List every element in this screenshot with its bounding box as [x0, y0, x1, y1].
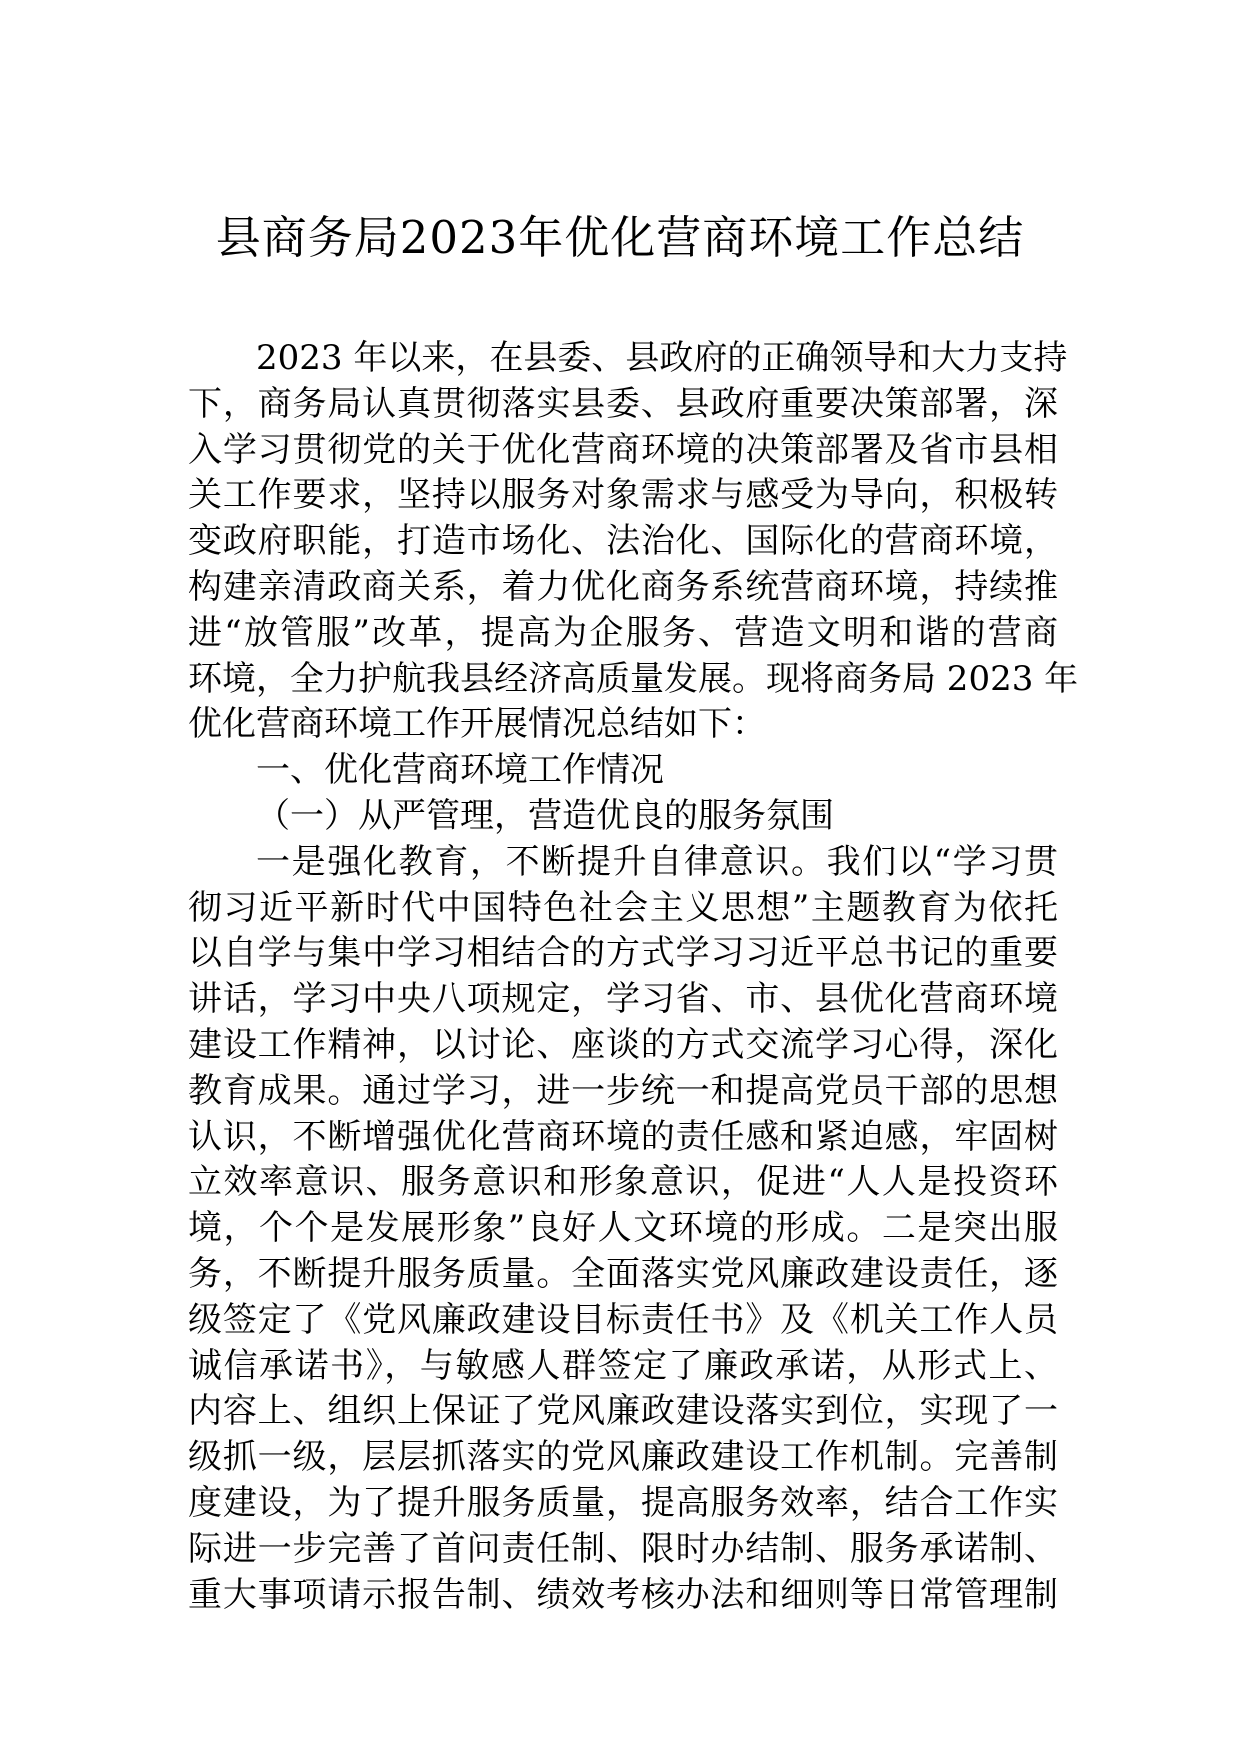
paragraph-line: 立效率意识、服务意识和形象意识，促进“人人是投资环: [188, 1162, 1058, 1203]
paragraph-line: 变政府职能，打造市场化、法治化、国际化的营商环境，: [188, 521, 1058, 562]
paragraph-line: 进“放管服”改革，提高为企服务、营造文明和谐的营商: [188, 612, 1058, 653]
paragraph-line: 构建亲清政商关系，着力优化商务系统营商环境，持续推: [188, 566, 1058, 607]
paragraph-line: 讲话，学习中央八项规定，学习省、市、县优化营商环境: [188, 979, 1058, 1020]
subsection-heading: （一）从严管理，营造优良的服务氛围: [256, 795, 834, 836]
paragraph-line: 彻习近平新时代中国特色社会主义思想”主题教育为依托: [188, 887, 1058, 928]
paragraph-line: 入学习贯彻党的关于优化营商环境的决策部署及省市县相: [188, 429, 1058, 470]
paragraph-line: 务，不断提升服务质量。全面落实党风廉政建设责任，逐: [188, 1253, 1058, 1294]
paragraph-line: 认识，不断增强优化营商环境的责任感和紧迫感，牢固树: [188, 1116, 1058, 1157]
paragraph-line: 2023 年以来，在县委、县政府的正确领导和大力支持: [256, 338, 1068, 378]
document-body: [188, 336, 1079, 1618]
paragraph-line: 级抓一级，层层抓落实的党风廉政建设工作机制。完善制: [188, 1437, 1058, 1478]
paragraph-line: 以自学与集中学习相结合的方式学习习近平总书记的重要: [188, 933, 1058, 974]
paragraph-line: 关工作要求，坚持以服务对象需求与感受为导向，积极转: [188, 475, 1058, 516]
paragraph-line: 际进一步完善了首问责任制、限时办结制、服务承诺制、: [188, 1528, 1058, 1569]
paragraph-line: 重大事项请示报告制、绩效考核办法和细则等日常管理制: [188, 1574, 1058, 1615]
paragraph-line: 一是强化教育，不断提升自律意识。我们以“学习贯: [256, 841, 1058, 882]
paragraph-line: 建设工作精神，以讨论、座谈的方式交流学习心得，深化: [188, 1024, 1058, 1065]
paragraph-line: 优化营商环境工作开展情况总结如下：: [188, 704, 766, 745]
paragraph-line: 境，个个是发展形象”良好人文环境的形成。二是突出服: [188, 1208, 1058, 1249]
document-title: 县商务局2023年优化营商环境工作总结: [215, 211, 1025, 264]
paragraph-line: 下，商务局认真贯彻落实县委、县政府重要决策部署，深: [188, 383, 1058, 424]
paragraph-line: 内容上、组织上保证了党风廉政建设落实到位，实现了一: [188, 1391, 1058, 1432]
paragraph-line: 诚信承诺书》，与敏感人群签定了廉政承诺，从形式上、: [188, 1345, 1058, 1386]
paragraph-line: 级签定了《党风廉政建设目标责任书》及《机关工作人员: [188, 1299, 1058, 1340]
paragraph-line: 教育成果。通过学习，进一步统一和提高党员干部的思想: [188, 1070, 1058, 1111]
section-heading: 一、优化营商环境工作情况: [256, 750, 664, 791]
paragraph-line: 环境，全力护航我县经济高质量发展。现将商务局 2023 年: [188, 658, 1079, 699]
paragraph-line: 度建设，为了提升服务质量，提高服务效率，结合工作实: [188, 1482, 1058, 1523]
